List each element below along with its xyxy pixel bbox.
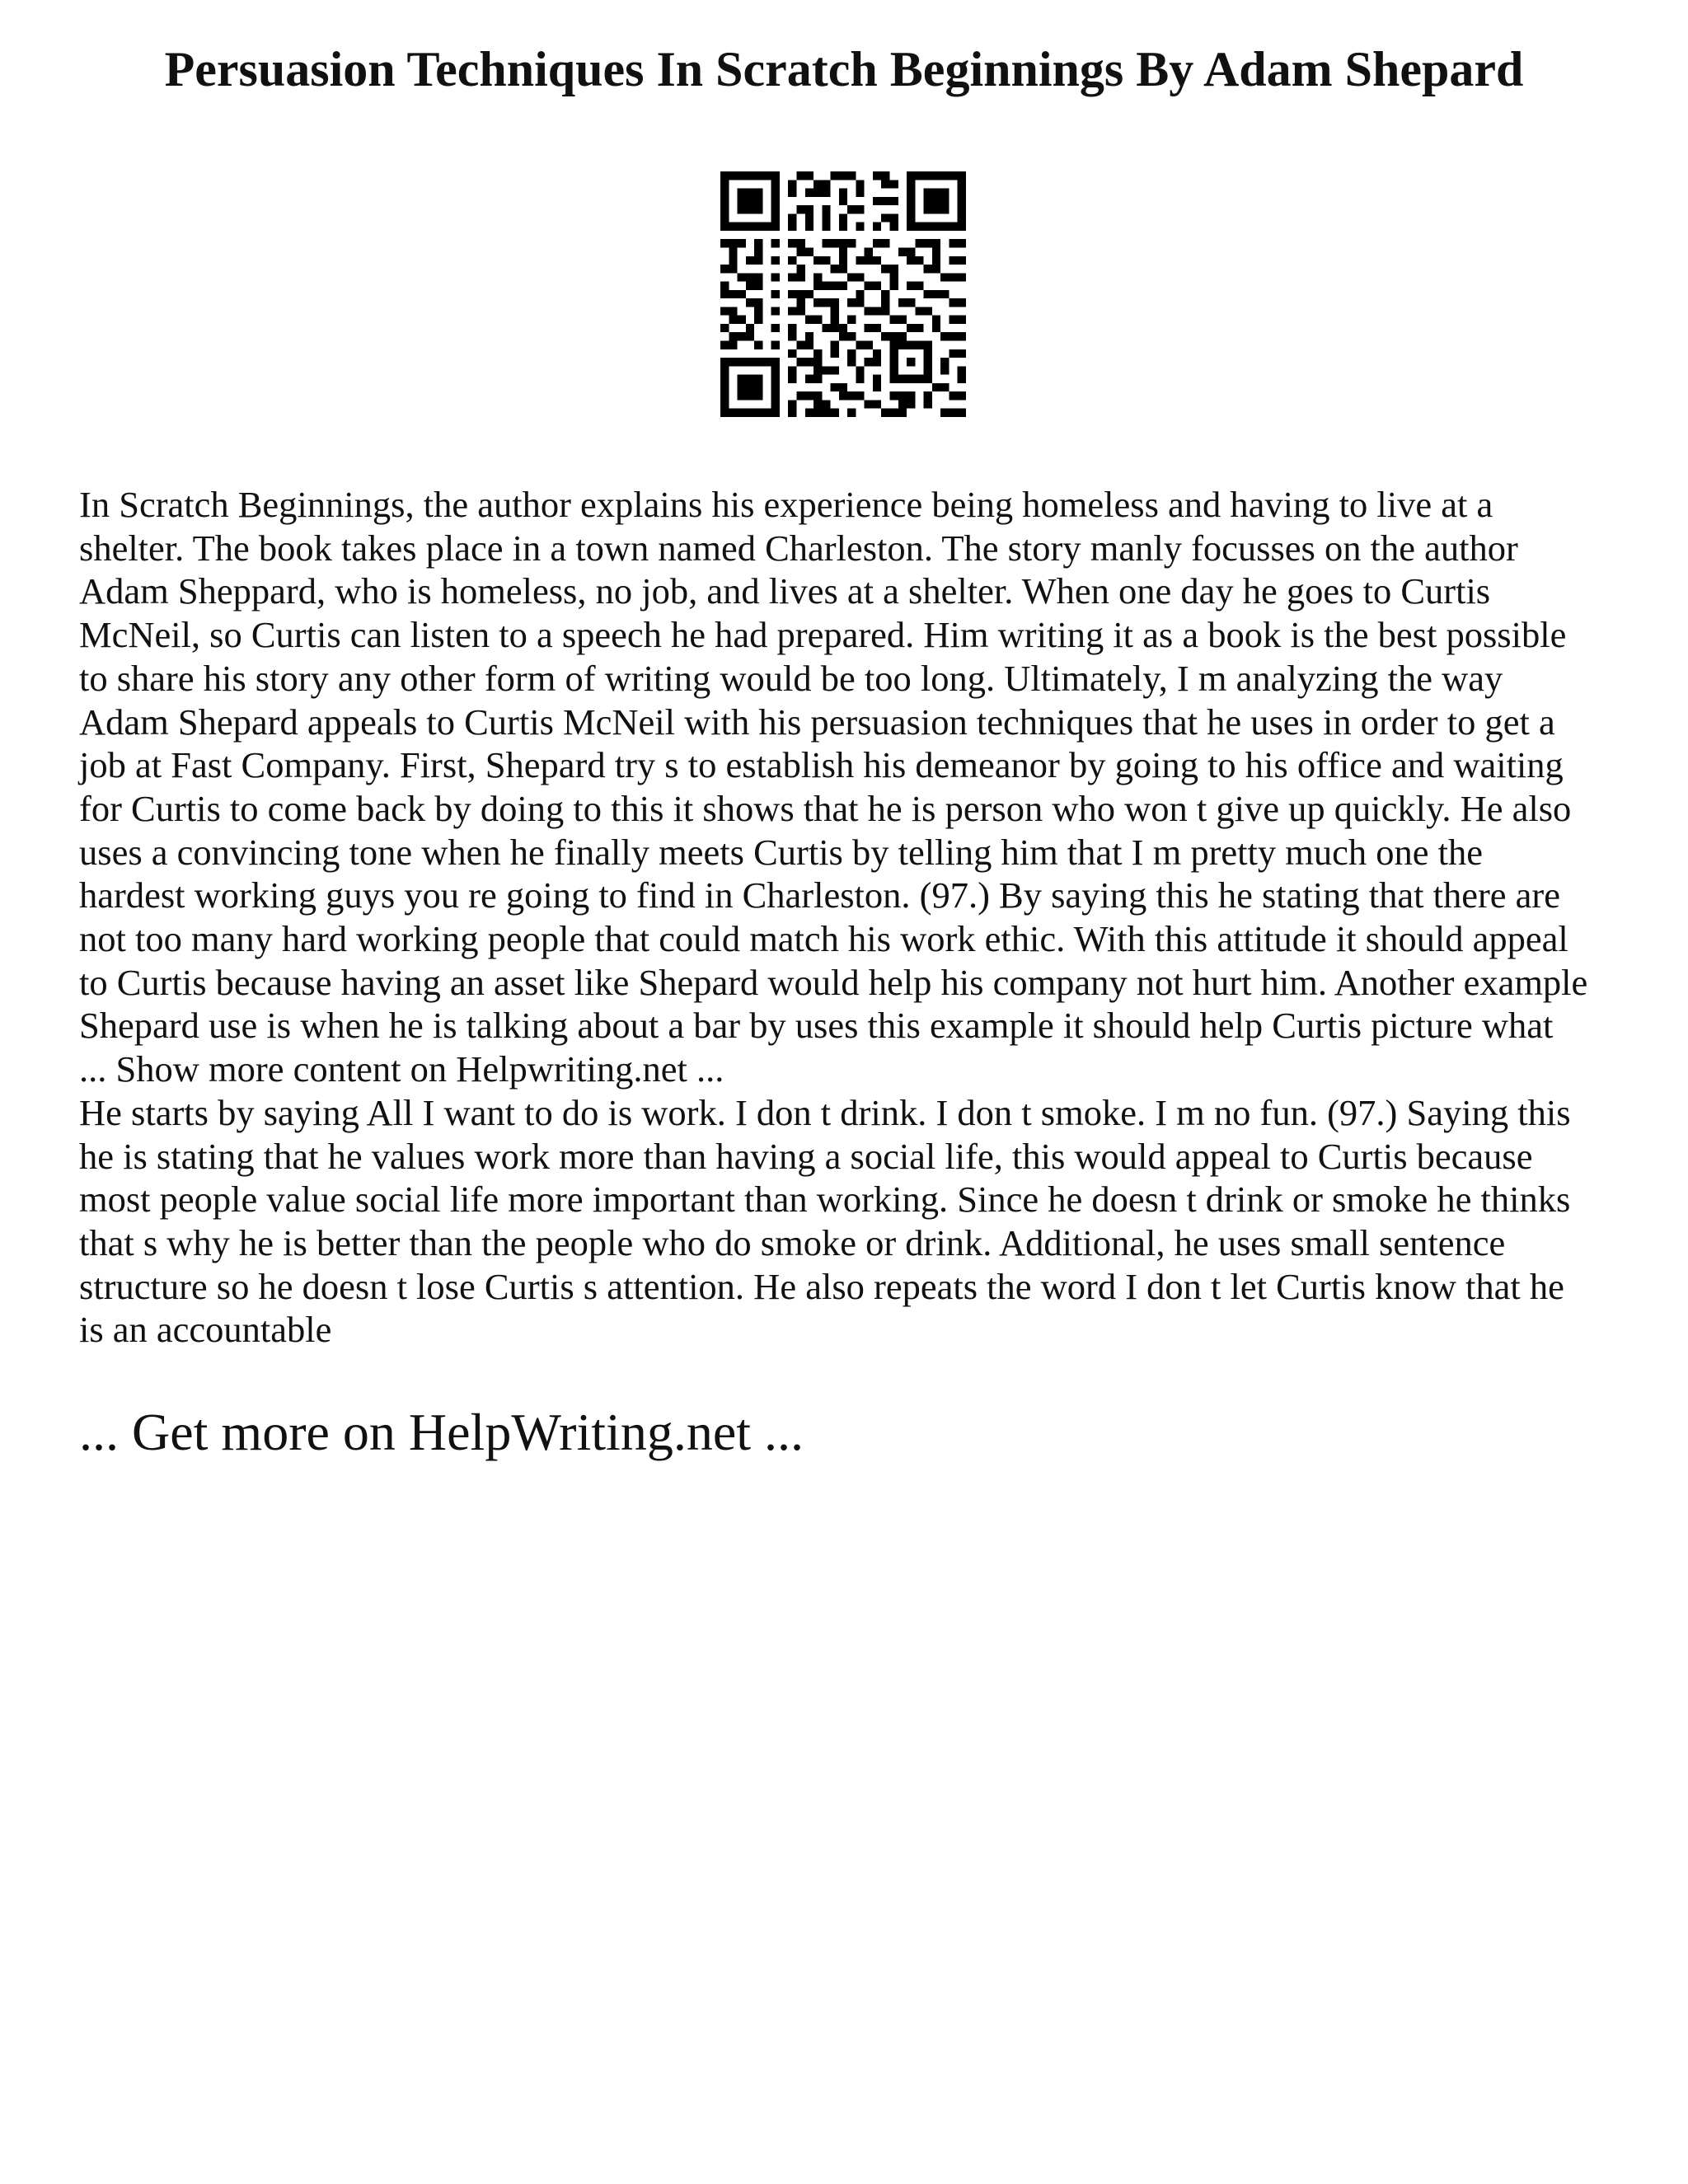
body-line: job at Fast Company. First, Shepard try s to establish his demeanor by going to his office and waiting <box>79 744 1564 786</box>
body-line: to Curtis because having an asset like Shepard would help his company not hurt him. Another example <box>79 961 1588 1003</box>
body-line: is an accountable <box>79 1309 332 1351</box>
article-body <box>79 483 1629 1352</box>
body-line: not too many hard working people that could match his work ethic. With this attitude it should appeal <box>79 918 1568 960</box>
body-line: McNeil, so Curtis can listen to a speech he had prepared. Him writing it as a book is the best possible <box>79 614 1567 656</box>
body-line: for Curtis to come back by doing to this it shows that he is person who won t give up quickly. He also <box>79 787 1572 829</box>
body-line: he is stating that he values work more than having a social life, this would appeal to Curtis because <box>79 1135 1533 1177</box>
body-line: uses a convincing tone when he finally meets Curtis by telling him that I m pretty much one the <box>79 831 1483 873</box>
body-line: He starts by saying All I want to do is work. I don t drink. I don t smoke. I m no fun. (97.) Saying this <box>79 1091 1571 1133</box>
get-more-link[interactable]: ... Get more on HelpWriting.net ... <box>79 1403 804 1461</box>
document-title: Persuasion Techniques In Scratch Beginnings By Adam Shepard <box>164 42 1524 96</box>
body-line: structure so he doesn t lose Curtis s attention. He also repeats the word I don t let Curtis know that he <box>79 1265 1564 1307</box>
body-line: most people value social life more important than working. Since he doesn t drink or smoke he thinks <box>79 1179 1571 1221</box>
qr-code-icon <box>720 171 966 417</box>
body-line: Adam Sheppard, who is homeless, no job, and lives at a shelter. When one day he goes to Curtis <box>79 570 1491 612</box>
body-line: Shepard use is when he is talking about a bar by uses this example it should help Curtis picture what <box>79 1005 1554 1047</box>
body-line: to share his story any other form of writing would be too long. Ultimately, I m analyzing the way <box>79 657 1503 699</box>
body-line: shelter. The book takes place in a town named Charleston. The story manly focusses on the author <box>79 527 1518 569</box>
body-line: that s why he is better than the people who do smoke or drink. Additional, he uses small sentence <box>79 1221 1506 1263</box>
show-more-line: ... Show more content on Helpwriting.net ... <box>79 1048 724 1090</box>
body-line: Adam Shepard appeals to Curtis McNeil with his persuasion techniques that he uses in order to get a <box>79 701 1555 743</box>
body-line: In Scratch Beginnings, the author explains his experience being homeless and having to live at a <box>79 484 1493 525</box>
body-line: hardest working guys you re going to find in Charleston. (97.) By saying this he stating that there are <box>79 874 1560 916</box>
